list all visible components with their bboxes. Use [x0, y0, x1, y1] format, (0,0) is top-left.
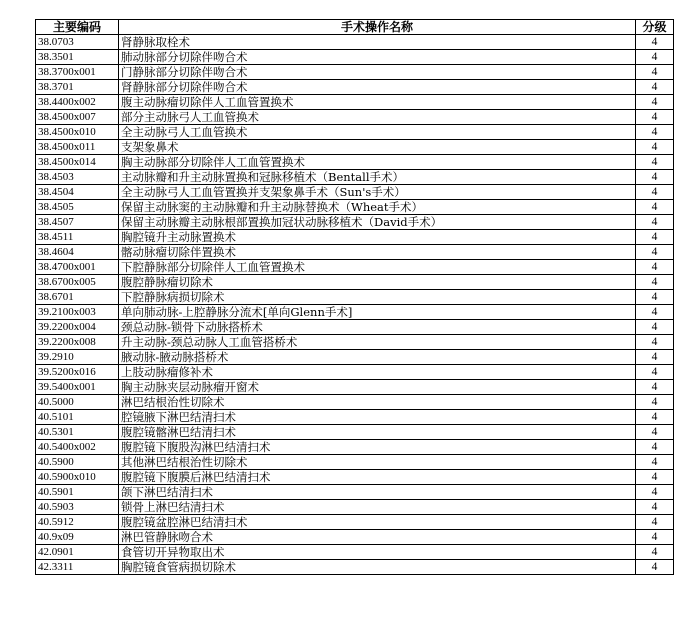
procedure-name-cell: 淋巴管静脉吻合术 — [119, 530, 636, 545]
procedure-name-cell: 下腔静脉部分切除伴人工血管置换术 — [119, 260, 636, 275]
table-row — [36, 530, 674, 545]
procedure-name-cell: 腹腔静脉瘤切除术 — [119, 275, 636, 290]
procedure-name-cell: 肾静脉取栓术 — [119, 35, 636, 50]
procedure-name-cell: 腋动脉-腋动脉搭桥术 — [119, 350, 636, 365]
grade-cell: 4 — [636, 245, 674, 260]
table-row — [36, 200, 674, 215]
code-cell: 38.4500x011 — [36, 140, 119, 155]
grade-cell: 4 — [636, 410, 674, 425]
grade-cell: 4 — [636, 200, 674, 215]
procedure-name-cell: 腹腔镜下腹膜后淋巴结清扫术 — [119, 470, 636, 485]
table-row — [36, 365, 674, 380]
table-row — [36, 395, 674, 410]
procedure-name-cell: 食管切开异物取出术 — [119, 545, 636, 560]
table-row — [36, 320, 674, 335]
table-row — [36, 485, 674, 500]
procedure-name-cell: 支架象鼻术 — [119, 140, 636, 155]
procedure-name-cell: 肾静脉部分切除伴吻合术 — [119, 80, 636, 95]
code-cell: 38.6701 — [36, 290, 119, 305]
code-cell: 38.4700x001 — [36, 260, 119, 275]
procedure-name-cell: 颌下淋巴结清扫术 — [119, 485, 636, 500]
table-row — [36, 125, 674, 140]
code-cell: 40.5400x002 — [36, 440, 119, 455]
grade-cell: 4 — [636, 515, 674, 530]
grade-cell: 4 — [636, 320, 674, 335]
table-row — [36, 275, 674, 290]
grade-cell: 4 — [636, 155, 674, 170]
table-header-row — [36, 20, 674, 35]
code-cell: 39.2100x003 — [36, 305, 119, 320]
procedure-grade-table — [35, 19, 674, 575]
grade-cell: 4 — [636, 290, 674, 305]
procedure-name-cell: 腹腔镜盆腔淋巴结清扫术 — [119, 515, 636, 530]
table-row — [36, 410, 674, 425]
grade-cell: 4 — [636, 110, 674, 125]
code-cell: 42.3311 — [36, 560, 119, 575]
procedure-name-cell: 胸腔镜升主动脉置换术 — [119, 230, 636, 245]
procedure-name-cell: 上肢动脉瘤修补术 — [119, 365, 636, 380]
code-cell: 40.5903 — [36, 500, 119, 515]
grade-cell: 4 — [636, 65, 674, 80]
procedure-name-cell: 其他淋巴结根治性切除术 — [119, 455, 636, 470]
procedure-name-cell: 髂动脉瘤切除伴置换术 — [119, 245, 636, 260]
table-row — [36, 230, 674, 245]
grade-cell: 4 — [636, 485, 674, 500]
procedure-name-cell: 升主动脉-颈总动脉人工血管搭桥术 — [119, 335, 636, 350]
code-cell: 39.2910 — [36, 350, 119, 365]
grade-cell: 4 — [636, 95, 674, 110]
header-code: 主要编码 — [36, 20, 119, 35]
code-cell: 40.5101 — [36, 410, 119, 425]
code-cell: 40.5000 — [36, 395, 119, 410]
code-cell: 38.4500x010 — [36, 125, 119, 140]
procedure-name-cell: 腹腔镜髂淋巴结清扫术 — [119, 425, 636, 440]
grade-cell: 4 — [636, 275, 674, 290]
table-body — [36, 35, 674, 575]
code-cell: 40.5901 — [36, 485, 119, 500]
procedure-name-cell: 颈总动脉-锁骨下动脉搭桥术 — [119, 320, 636, 335]
procedure-name-cell: 肺动脉部分切除伴吻合术 — [119, 50, 636, 65]
procedure-name-cell: 胸腔镜食管病损切除术 — [119, 560, 636, 575]
code-cell: 38.6700x005 — [36, 275, 119, 290]
procedure-name-cell: 保留主动脉窦的主动脉瓣和升主动脉替换术（Wheat手术） — [119, 200, 636, 215]
grade-cell: 4 — [636, 350, 674, 365]
table-row — [36, 140, 674, 155]
procedure-name-cell: 腔镜腋下淋巴结清扫术 — [119, 410, 636, 425]
code-cell: 40.5900x010 — [36, 470, 119, 485]
procedure-name-cell: 胸主动脉夹层动脉瘤开窗术 — [119, 380, 636, 395]
table-row — [36, 290, 674, 305]
table-row — [36, 80, 674, 95]
procedure-name-cell: 门静脉部分切除伴吻合术 — [119, 65, 636, 80]
code-cell: 38.4500x014 — [36, 155, 119, 170]
table-row — [36, 305, 674, 320]
grade-cell: 4 — [636, 260, 674, 275]
table-row — [36, 170, 674, 185]
code-cell: 38.4500x007 — [36, 110, 119, 125]
header-procedure-name: 手术操作名称 — [119, 20, 636, 35]
grade-cell: 4 — [636, 170, 674, 185]
grade-cell: 4 — [636, 425, 674, 440]
grade-cell: 4 — [636, 50, 674, 65]
procedure-name-cell: 主动脉瓣和升主动脉置换和冠脉移植术（Bentall手术） — [119, 170, 636, 185]
code-cell: 38.4400x002 — [36, 95, 119, 110]
code-cell: 39.2200x008 — [36, 335, 119, 350]
code-cell: 38.4505 — [36, 200, 119, 215]
table-row — [36, 425, 674, 440]
grade-cell: 4 — [636, 125, 674, 140]
table-row — [36, 215, 674, 230]
code-cell: 38.3700x001 — [36, 65, 119, 80]
table-row — [36, 335, 674, 350]
code-cell: 39.2200x004 — [36, 320, 119, 335]
grade-cell: 4 — [636, 470, 674, 485]
table-row — [36, 50, 674, 65]
code-cell: 38.4503 — [36, 170, 119, 185]
code-cell: 42.0901 — [36, 545, 119, 560]
table-row — [36, 95, 674, 110]
table-row — [36, 65, 674, 80]
grade-cell: 4 — [636, 395, 674, 410]
code-cell: 40.5301 — [36, 425, 119, 440]
grade-cell: 4 — [636, 365, 674, 380]
procedure-name-cell: 腹腔镜下腹股沟淋巴结清扫术 — [119, 440, 636, 455]
grade-cell: 4 — [636, 500, 674, 515]
code-cell: 38.0703 — [36, 35, 119, 50]
procedure-name-cell: 全主动脉弓人工血管置换并支架象鼻手术（Sun's手术） — [119, 185, 636, 200]
table-row — [36, 545, 674, 560]
code-cell: 39.5200x016 — [36, 365, 119, 380]
table-row — [36, 350, 674, 365]
grade-cell: 4 — [636, 530, 674, 545]
grade-cell: 4 — [636, 560, 674, 575]
table-row — [36, 380, 674, 395]
grade-cell: 4 — [636, 230, 674, 245]
table-row — [36, 155, 674, 170]
grade-cell: 4 — [636, 140, 674, 155]
code-cell: 39.5400x001 — [36, 380, 119, 395]
procedure-name-cell: 下腔静脉病损切除术 — [119, 290, 636, 305]
code-cell: 38.4504 — [36, 185, 119, 200]
grade-cell: 4 — [636, 35, 674, 50]
code-cell: 40.9x09 — [36, 530, 119, 545]
grade-cell: 4 — [636, 185, 674, 200]
code-cell: 38.3701 — [36, 80, 119, 95]
table-row — [36, 470, 674, 485]
code-cell: 40.5900 — [36, 455, 119, 470]
procedure-name-cell: 锁骨上淋巴结清扫术 — [119, 500, 636, 515]
procedure-name-cell: 全主动脉弓人工血管换术 — [119, 125, 636, 140]
table-row — [36, 260, 674, 275]
table-row — [36, 440, 674, 455]
grade-cell: 4 — [636, 440, 674, 455]
table-row — [36, 245, 674, 260]
grade-cell: 4 — [636, 380, 674, 395]
table-row — [36, 560, 674, 575]
table-row — [36, 35, 674, 50]
procedure-name-cell: 单向肺动脉-上腔静脉分流术[单向Glenn手术] — [119, 305, 636, 320]
code-cell: 38.4511 — [36, 230, 119, 245]
procedure-name-cell: 部分主动脉弓人工血管换术 — [119, 110, 636, 125]
procedure-table-sheet — [35, 19, 674, 575]
grade-cell: 4 — [636, 305, 674, 320]
table-row — [36, 515, 674, 530]
code-cell: 38.4604 — [36, 245, 119, 260]
table-row — [36, 110, 674, 125]
table-row — [36, 455, 674, 470]
grade-cell: 4 — [636, 545, 674, 560]
procedure-name-cell: 胸主动脉部分切除伴人工血管置换术 — [119, 155, 636, 170]
code-cell: 38.3501 — [36, 50, 119, 65]
table-row — [36, 185, 674, 200]
grade-cell: 4 — [636, 80, 674, 95]
table-row — [36, 500, 674, 515]
code-cell: 40.5912 — [36, 515, 119, 530]
procedure-name-cell: 淋巴结根治性切除术 — [119, 395, 636, 410]
procedure-name-cell: 腹主动脉瘤切除伴人工血管置换术 — [119, 95, 636, 110]
code-cell: 38.4507 — [36, 215, 119, 230]
header-grade: 分级 — [636, 20, 674, 35]
grade-cell: 4 — [636, 215, 674, 230]
grade-cell: 4 — [636, 455, 674, 470]
procedure-name-cell: 保留主动脉瓣主动脉根部置换加冠状动脉移植术（David手术） — [119, 215, 636, 230]
grade-cell: 4 — [636, 335, 674, 350]
